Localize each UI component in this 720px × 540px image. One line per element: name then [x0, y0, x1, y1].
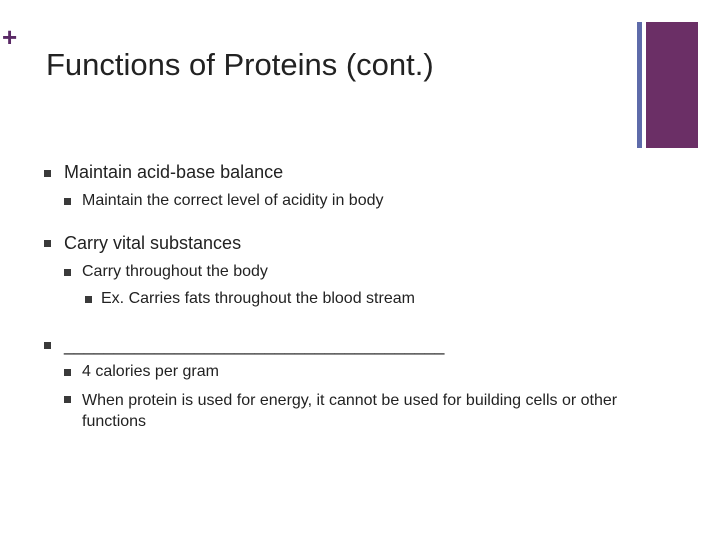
- sub-bullet-marker: [64, 269, 71, 276]
- bullet-acid-base: Maintain acid-base balance: [64, 162, 284, 182]
- sub-bullet-carry-body: Carry throughout the body: [82, 263, 268, 280]
- sub-bullet-marker: [64, 396, 71, 403]
- sub-bullet-energy-use: When protein is used for energy, it cannot be used for building cells or other functions: [82, 392, 618, 430]
- accent-line: [637, 22, 642, 148]
- sub-bullet-marker: [64, 198, 71, 205]
- sub-bullet-acidity: Maintain the correct level of acidity in body: [82, 192, 384, 209]
- sub-sub-bullet-marker: [85, 296, 92, 303]
- sub-sub-bullet-fats: Ex. Carries fats throughout the blood stream: [101, 290, 415, 307]
- bullet-marker: [44, 240, 51, 247]
- plus-icon: +: [2, 22, 18, 52]
- sub-bullet-marker: [64, 369, 71, 376]
- bullet-carry-substances: Carry vital substances: [64, 233, 242, 253]
- bullet-marker: [44, 342, 51, 349]
- bullet-blank-line: ______________________________________: [64, 335, 445, 355]
- sub-bullet-calories: 4 calories per gram: [82, 363, 219, 380]
- accent-block: [646, 22, 698, 148]
- bullet-marker: [44, 170, 51, 177]
- slide-title: Functions of Proteins (cont.): [46, 47, 434, 82]
